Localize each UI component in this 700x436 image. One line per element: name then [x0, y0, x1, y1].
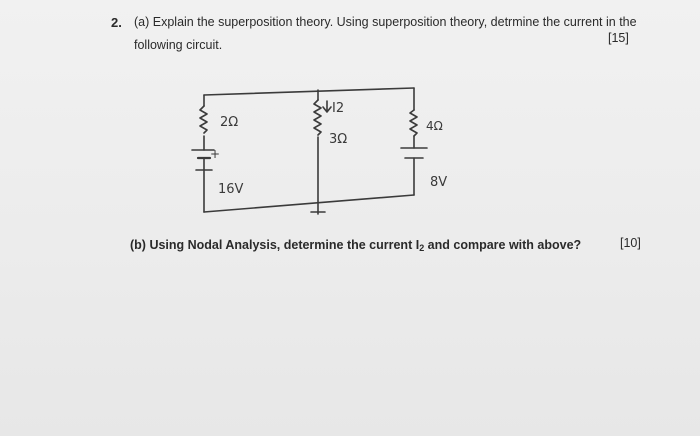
part-b-prefix: (b) [130, 238, 146, 252]
label-r1: 2Ω [220, 115, 239, 130]
resistor-2ohm [200, 106, 207, 133]
top-wire [204, 88, 414, 95]
resistor-4ohm [410, 110, 417, 136]
part-b-text-before-sub: Using Nodal Analysis, determine the current I [145, 238, 420, 252]
part-a-text-line1: (a) Explain the superposition theory. Using superposition theory, detrmine the current in the [134, 15, 637, 29]
part-b-text [130, 238, 581, 253]
label-r2: 3Ω [329, 132, 348, 147]
current-arrow-i2 [323, 101, 331, 112]
part-a-marks: [15] [608, 31, 629, 45]
label-i2: I2 [332, 101, 345, 116]
part-a-text-line2: following circuit. [134, 38, 223, 52]
label-plus: + [210, 147, 221, 161]
question-number: 2. [111, 15, 122, 30]
label-v2: 8V [430, 175, 448, 190]
label-v1: 16V [218, 182, 244, 197]
part-b-text-after-sub: and compare with above? [424, 238, 582, 252]
part-b-marks: [10] [620, 236, 641, 250]
resistor-3ohm [314, 100, 321, 135]
part-b-subscript: 2 [419, 243, 425, 253]
bottom-wire [204, 195, 414, 212]
label-r3: 4Ω [426, 119, 443, 133]
